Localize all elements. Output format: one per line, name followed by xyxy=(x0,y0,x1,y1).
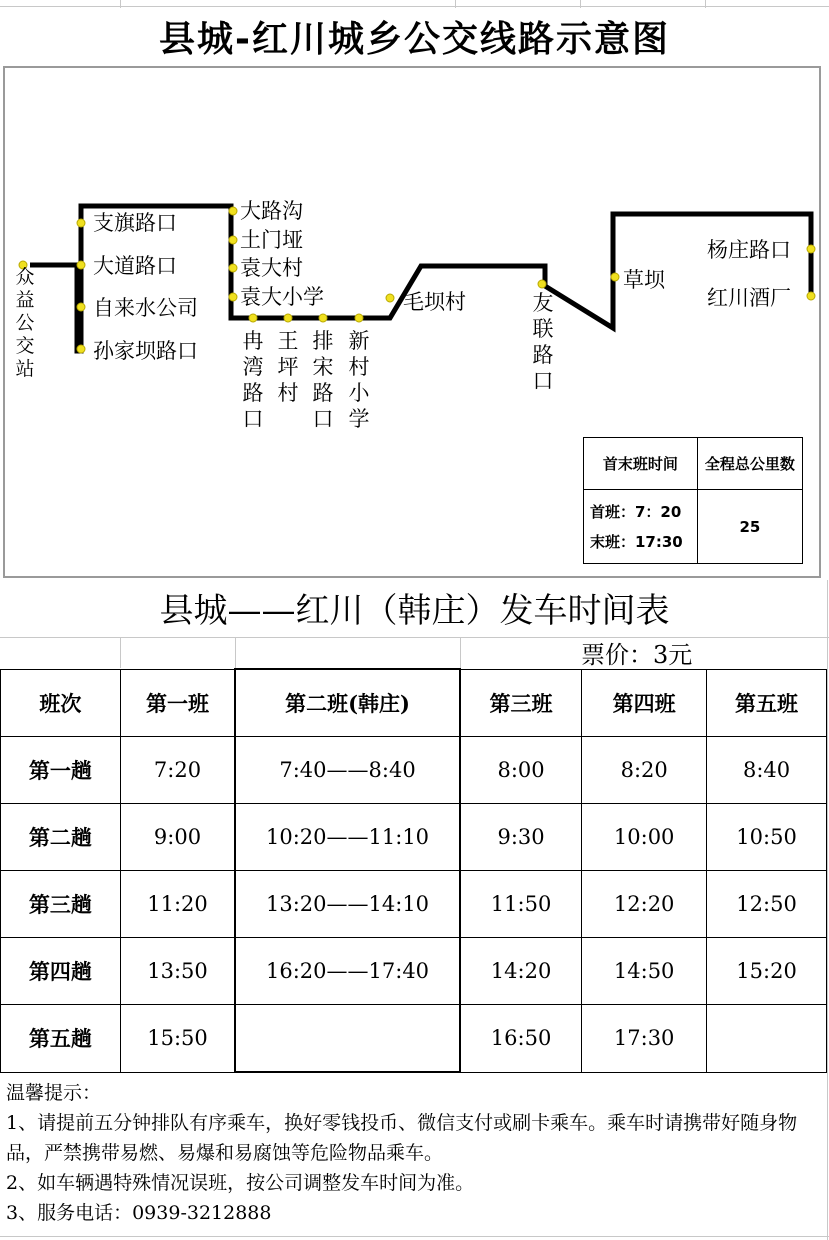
stop-dot-tumenya xyxy=(229,236,237,244)
last-bus-time: 末班：17:30 xyxy=(590,532,683,551)
schedule-info-box xyxy=(583,437,803,564)
header-cell: 第三班 xyxy=(460,669,582,737)
time-cell: 10:20——11:10 xyxy=(235,804,460,871)
table-row xyxy=(1,804,827,871)
time-cell: 12:20 xyxy=(582,871,707,938)
table-row xyxy=(1,938,827,1005)
notes-section xyxy=(6,1078,824,1228)
grid-line xyxy=(827,580,828,1240)
note-line-3: 3、服务电话：0939-3212888 xyxy=(6,1202,272,1224)
stop-dot-xincun xyxy=(355,314,363,322)
header-cell: 第五班 xyxy=(707,669,827,737)
header-cell: 班次 xyxy=(1,669,121,737)
stop-label-hongchuan: 红川酒厂 xyxy=(707,286,791,310)
table-row xyxy=(1,1005,827,1073)
time-cell: 10:50 xyxy=(707,804,827,871)
stop-dot-paisong xyxy=(319,314,327,322)
time-cell: 8:40 xyxy=(707,737,827,804)
stop-dot-yangzhuang xyxy=(807,245,815,253)
table-header-row xyxy=(1,669,827,737)
stop-label-paisong: 排宋路口 xyxy=(312,329,334,431)
grid-line xyxy=(580,0,581,8)
time-cell xyxy=(235,1005,460,1073)
info-header-times: 首末班时间 xyxy=(584,438,698,490)
grid-line xyxy=(0,637,829,638)
time-cell: 13:20——14:10 xyxy=(235,871,460,938)
time-cell xyxy=(707,1005,827,1073)
info-header-distance: 全程总公里数 xyxy=(697,438,802,490)
stop-label-wangping: 王坪村 xyxy=(277,329,299,405)
grid-line xyxy=(0,1236,829,1237)
time-cell: 16:50 xyxy=(460,1005,582,1073)
timetable xyxy=(0,668,827,1073)
time-cell: 10:00 xyxy=(582,804,707,871)
time-cell: 8:20 xyxy=(582,737,707,804)
time-cell: 15:20 xyxy=(707,938,827,1005)
time-cell: 7:20 xyxy=(120,737,235,804)
stop-dot-youlian xyxy=(538,280,546,288)
header-cell: 第二班(韩庄) xyxy=(235,669,460,737)
stop-label-yuandacun: 袁大村 xyxy=(240,256,303,280)
stop-label-yangzhuang: 杨庄路口 xyxy=(707,238,791,262)
grid-line xyxy=(235,637,236,668)
stop-dot-wangping xyxy=(284,314,292,322)
time-cell: 9:00 xyxy=(120,804,235,871)
grid-line xyxy=(705,0,706,8)
fare-label: 票价：3元 xyxy=(581,641,693,669)
time-cell: 12:50 xyxy=(707,871,827,938)
stop-dot-yuandaxiaoxue xyxy=(229,293,237,301)
stop-dot-dalugou xyxy=(229,207,237,215)
stop-dot-zhiqi xyxy=(77,219,85,227)
trip-cell: 第二趟 xyxy=(1,804,121,871)
stop-dot-sunjiaba xyxy=(77,345,85,353)
stop-label-zhiqi: 支旗路口 xyxy=(93,211,177,235)
stop-dot-zilaishui xyxy=(77,303,85,311)
time-cell: 14:50 xyxy=(582,938,707,1005)
map-title: 县城-红川城乡公交线路示意图 xyxy=(159,19,670,60)
stop-dot-hongchuan xyxy=(807,292,815,300)
trip-cell: 第四趟 xyxy=(1,938,121,1005)
grid-line xyxy=(120,637,121,668)
stop-dot-dadao xyxy=(77,261,85,269)
stop-label-zilaishui: 自来水公司 xyxy=(93,296,198,320)
stop-label-maoba: 毛坝村 xyxy=(403,290,466,314)
stop-label-zhongyi: 众益公交站 xyxy=(15,266,35,380)
timetable-title: 县城——红川（韩庄）发车时间表 xyxy=(159,591,670,631)
trip-cell: 第五趟 xyxy=(1,1005,121,1073)
stop-label-youlian: 友联路口 xyxy=(532,291,554,393)
time-cell: 11:20 xyxy=(120,871,235,938)
notes-heading: 温馨提示： xyxy=(6,1082,102,1104)
trip-cell: 第一趟 xyxy=(1,737,121,804)
note-line-1: 1、请提前五分钟排队有序乘车，换好零钱投币、微信支付或刷卡乘车。乘车时请携带好随身物品，严禁携带易燃、易爆和易腐蚀等危险物品乘车。 xyxy=(6,1112,798,1164)
table-row xyxy=(1,737,827,804)
note-line-2: 2、如车辆遇特殊情况误班，按公司调整发车时间为准。 xyxy=(6,1172,475,1194)
first-bus-time: 首班：7：20 xyxy=(590,502,682,521)
grid-line xyxy=(120,0,121,8)
stop-label-yuandaxiaoxue: 袁大小学 xyxy=(240,285,324,309)
info-times xyxy=(584,490,698,564)
grid-line xyxy=(460,637,461,668)
header-cell: 第四班 xyxy=(582,669,707,737)
stop-label-tumenya: 土门垭 xyxy=(240,228,303,252)
stop-label-dalugou: 大路沟 xyxy=(240,199,303,223)
table-row xyxy=(1,871,827,938)
stop-label-ranwan: 冉湾路口 xyxy=(242,329,264,431)
stop-dot-yuandacun xyxy=(229,264,237,272)
stop-label-caoba: 草坝 xyxy=(623,268,665,292)
grid-line xyxy=(455,0,456,8)
time-cell: 13:50 xyxy=(120,938,235,1005)
stop-dot-maoba xyxy=(386,294,394,302)
stop-label-dadao: 大道路口 xyxy=(93,254,177,278)
info-distance: 25 xyxy=(697,490,802,564)
time-cell: 8:00 xyxy=(460,737,582,804)
time-cell: 15:50 xyxy=(120,1005,235,1073)
time-cell: 14:20 xyxy=(460,938,582,1005)
time-cell: 11:50 xyxy=(460,871,582,938)
stop-dot-caoba xyxy=(611,273,619,281)
time-cell: 16:20——17:40 xyxy=(235,938,460,1005)
stop-label-xincun: 新村小学 xyxy=(348,329,370,431)
trip-cell: 第三趟 xyxy=(1,871,121,938)
time-cell: 9:30 xyxy=(460,804,582,871)
time-cell: 7:40——8:40 xyxy=(235,737,460,804)
time-cell: 17:30 xyxy=(582,1005,707,1073)
header-cell: 第一班 xyxy=(120,669,235,737)
stop-label-sunjiaba: 孙家坝路口 xyxy=(93,339,198,363)
stop-dot-ranwan xyxy=(249,314,257,322)
